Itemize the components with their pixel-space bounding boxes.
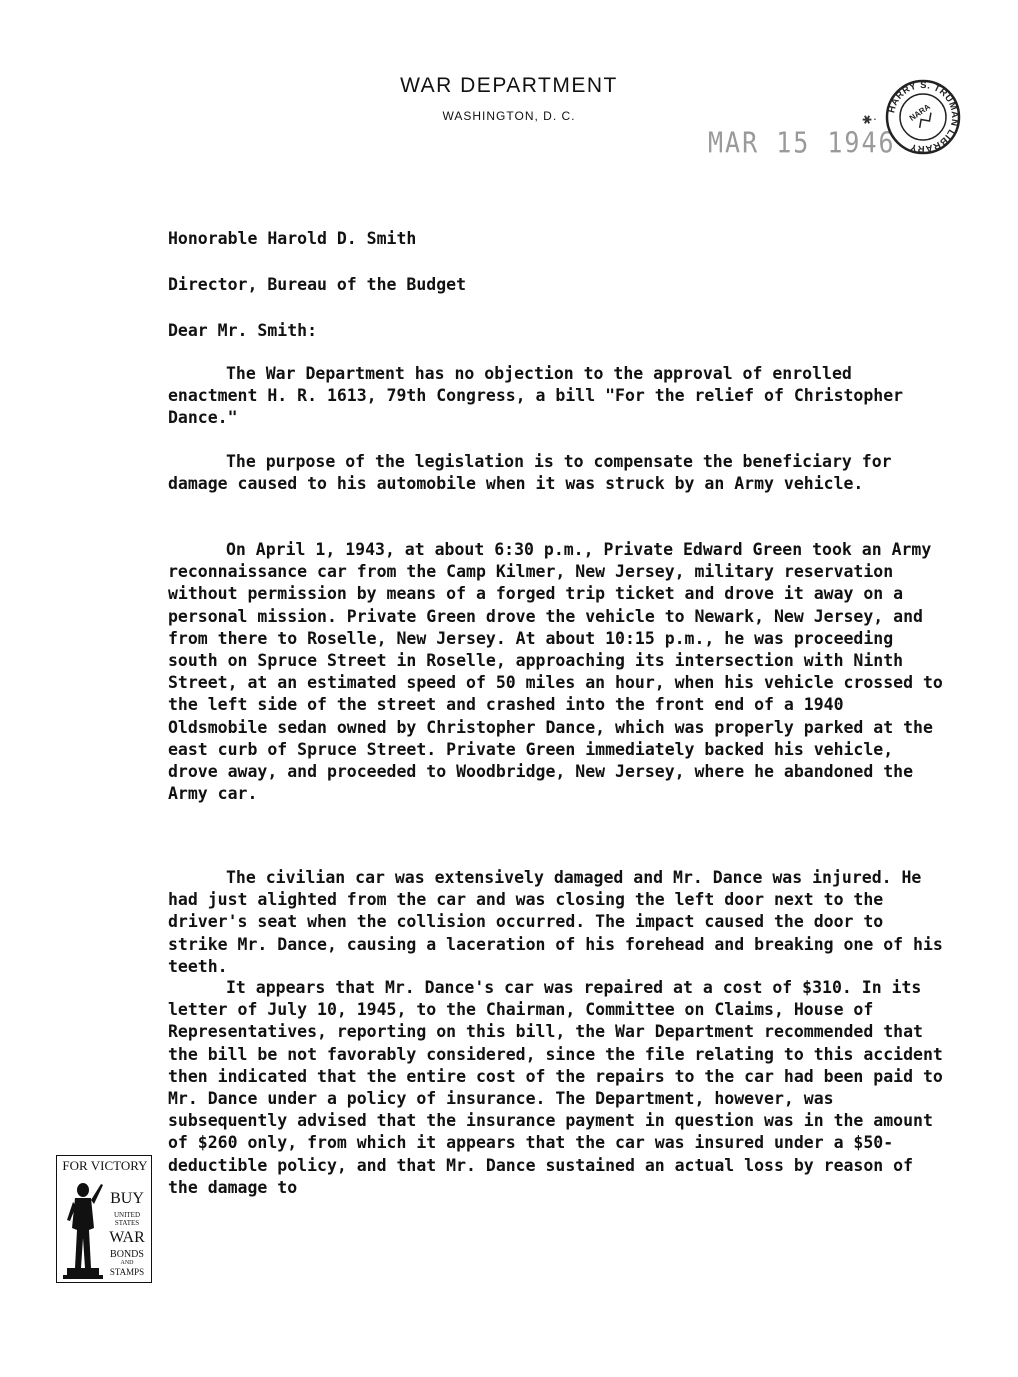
recipient-title: Director, Bureau of the Budget (168, 275, 467, 294)
letterhead-department: WAR DEPARTMENT (400, 74, 618, 97)
poster-war: WAR (109, 1229, 145, 1246)
poster-and: AND (120, 1260, 134, 1266)
paragraph-2: The purpose of the legislation is to compensate the beneficiary for damage caused to his automobile when it was struck by an Army vehicle. (168, 452, 892, 494)
poster-stamps: STAMPS (109, 1267, 145, 1277)
poster-united-states: UNITED STATES (113, 1211, 141, 1227)
paragraph-5: It appears that Mr. Dance's car was repaired at a cost of $310. In its letter of July 10, 1945, to the Chairman, Committee on Claims, House of Representatives, reporting on this bill, the War Department recommended that the bill be not favorably considered, since the file relating to this accident then indicated that the entire cost of the repairs to the car had been paid to Mr. Dance under a policy of insurance. The Department, however, was subsequently advised that the insurance payment in question was in the amount of $260 only, from which it appears that the car was insured under a $50-deductible policy, and that Mr. Dance sustained an actual loss by reason of the damage to (168, 978, 943, 1197)
minuteman-statue-icon (61, 1176, 105, 1280)
recipient-name: Honorable Harold D. Smith (168, 229, 417, 248)
poster-bonds: BONDS (110, 1249, 144, 1260)
svg-text:HARRY S. TRUMAN LIBRARY: HARRY S. TRUMAN LIBRARY (886, 79, 961, 155)
poster-for-victory: FOR VICTORY (62, 1158, 148, 1173)
war-bonds-poster (56, 1155, 152, 1283)
letterhead-location: WASHINGTON, D. C. (442, 109, 576, 123)
svg-text:NARA: NARA (907, 102, 932, 123)
salutation: Dear Mr. Smith: (168, 321, 318, 340)
paragraph-3: On April 1, 1943, at about 6:30 p.m., Private Edward Green took an Army reconnaissance car from the Camp Kilmer, New Jersey, military reservation without permission by means of a forged trip ticket and drove it away on a personal mission. Private Green drove the vehicle to Newark, New Jersey, and from there to Roselle, New Jersey. At about 10:15 p.m., he was proceeding south on Spruce Street in Roselle, approaching its intersection with Ninth Street, at an estimated speed of 50 miles an hour, when his vehicle crossed to the left side of the street and crashed into the front end of a 1940 Oldsmobile sedan owned by Christopher Dance, which was properly parked at the east curb of Spruce Street. Private Green immediately backed his vehicle, drove away, and proceeded to Woodbridge, New Jersey, where he abandoned the Army car. (168, 540, 943, 804)
paragraph-4: The civilian car was extensively damaged and Mr. Dance was injured. He had just alighted from the car and was closing the left door next to the driver's seat when the collision occurred. The impact caused the door to strike Mr. Dance, causing a laceration of his forehead and breaking one of his teeth. (168, 868, 943, 976)
received-date-stamp: MAR 15 1946 (708, 125, 896, 160)
library-seal-icon (884, 78, 962, 156)
poster-buy: BUY (110, 1190, 144, 1207)
seal-mark: ✱. (859, 109, 879, 129)
paragraph-1: The War Department has no objection to the approval of enrolled enactment H. R. 1613, 79th Congress, a bill "For the relief of Christopher Dance." (168, 364, 904, 428)
